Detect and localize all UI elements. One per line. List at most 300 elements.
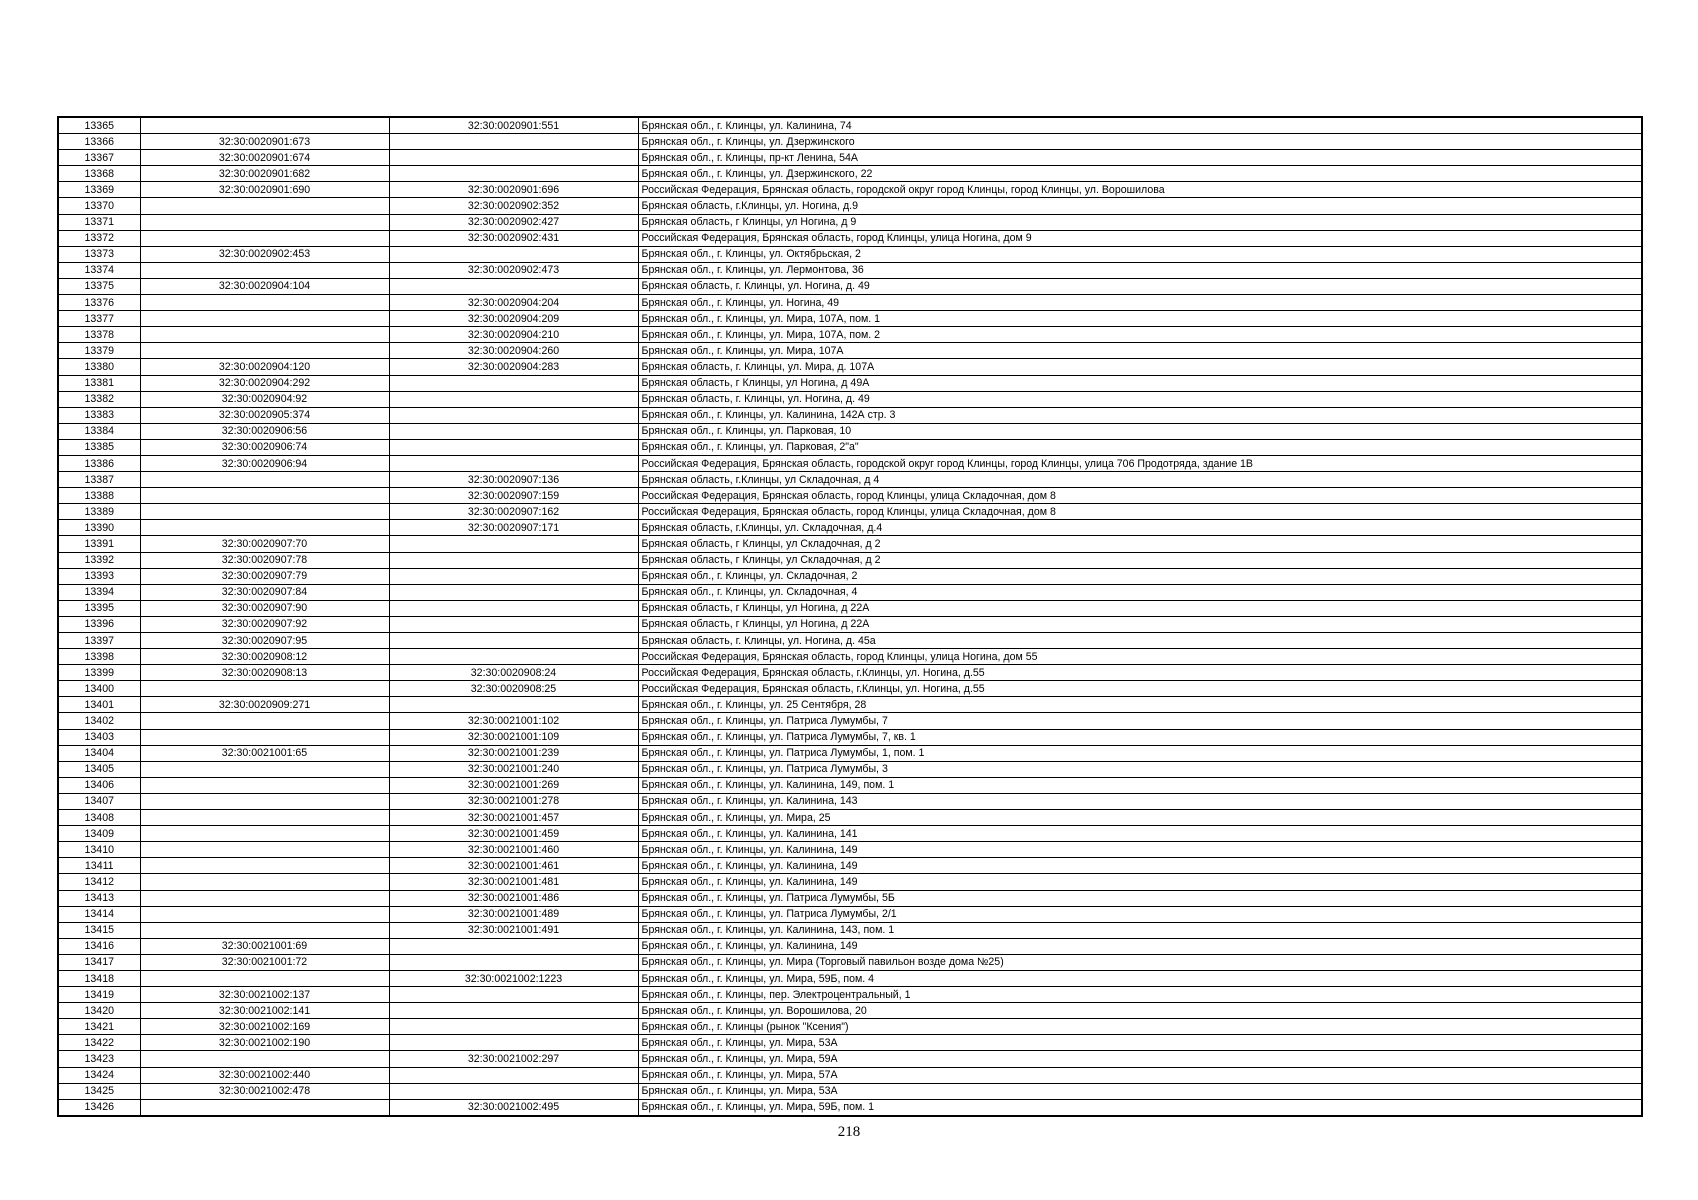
row-number-cell: 13370 (58, 198, 140, 214)
table-row (58, 777, 1642, 793)
table-row (58, 858, 1642, 874)
address-cell: Брянская обл., г. Клинцы, ул. Калинина, 143 (638, 793, 1642, 809)
table-row (58, 874, 1642, 890)
table-row (58, 198, 1642, 214)
address-cell: Российская Федерация, Брянская область, город Клинцы, улица Складочная, дом 8 (638, 504, 1642, 520)
cadastral-number-b-cell: 32:30:0020902:352 (389, 198, 638, 214)
table-row (58, 407, 1642, 423)
table-row (58, 150, 1642, 166)
cadastral-number-b-cell (389, 1083, 638, 1099)
address-cell: Брянская обл., г. Клинцы, ул. Мира, 25 (638, 810, 1642, 826)
cadastral-number-b-cell (389, 1067, 638, 1083)
table-row (58, 278, 1642, 294)
address-cell: Брянская область, г Клинцы, ул Ногина, д 22А (638, 600, 1642, 616)
table-row (58, 504, 1642, 520)
cadastral-number-b-cell: 32:30:0021001:461 (389, 858, 638, 874)
table-row (58, 793, 1642, 809)
table-row (58, 633, 1642, 649)
cadastral-number-a-cell (140, 1099, 389, 1116)
row-number-cell: 13371 (58, 214, 140, 230)
cadastral-number-a-cell: 32:30:0020905:374 (140, 407, 389, 423)
row-number-cell: 13405 (58, 761, 140, 777)
address-cell: Брянская обл., г. Клинцы, ул. Мира, 107А, пом. 1 (638, 311, 1642, 327)
cadastral-number-b-cell (389, 536, 638, 552)
cadastral-number-b-cell (389, 552, 638, 568)
table-row (58, 327, 1642, 343)
cadastral-number-b-cell (389, 246, 638, 262)
table-row (58, 584, 1642, 600)
cadastral-number-a-cell: 32:30:0020907:78 (140, 552, 389, 568)
cadastral-number-a-cell: 32:30:0021001:72 (140, 954, 389, 970)
cadastral-number-b-cell (389, 134, 638, 150)
cadastral-number-a-cell: 32:30:0020901:682 (140, 166, 389, 182)
cadastral-number-a-cell (140, 488, 389, 504)
table-row (58, 520, 1642, 536)
cadastral-number-b-cell: 32:30:0020904:209 (389, 311, 638, 327)
row-number-cell: 13375 (58, 278, 140, 294)
row-number-cell: 13422 (58, 1035, 140, 1051)
table-row (58, 600, 1642, 616)
cadastral-number-b-cell: 32:30:0020907:171 (389, 520, 638, 536)
cadastral-number-b-cell: 32:30:0021002:297 (389, 1051, 638, 1067)
table-row (58, 391, 1642, 407)
cadastral-number-a-cell (140, 970, 389, 986)
cadastral-number-b-cell: 32:30:0020907:159 (389, 488, 638, 504)
table-row (58, 488, 1642, 504)
address-cell: Брянская обл., г. Клинцы, ул. Патриса Лумумбы, 7 (638, 713, 1642, 729)
cadastral-number-b-cell (389, 954, 638, 970)
table-row (58, 262, 1642, 278)
table-row (58, 713, 1642, 729)
cadastral-number-b-cell: 32:30:0021001:240 (389, 761, 638, 777)
cadastral-number-a-cell: 32:30:0021002:137 (140, 987, 389, 1003)
table-row (58, 922, 1642, 938)
cadastral-number-b-cell: 32:30:0020902:473 (389, 262, 638, 278)
address-cell: Брянская обл., г. Клинцы, ул. Мира (Торговый павильон возде дома №25) (638, 954, 1642, 970)
table-row (58, 616, 1642, 632)
cadastral-number-a-cell: 32:30:0020907:92 (140, 616, 389, 632)
address-cell: Брянская обл., г. Клинцы, ул. Калинина, 149 (638, 874, 1642, 890)
table-row (58, 166, 1642, 182)
address-cell: Брянская обл., г. Клинцы, ул. Дзержинского (638, 134, 1642, 150)
row-number-cell: 13366 (58, 134, 140, 150)
cadastral-number-a-cell: 32:30:0020906:74 (140, 439, 389, 455)
cadastral-number-a-cell (140, 295, 389, 311)
table-row (58, 745, 1642, 761)
cadastral-number-a-cell (140, 890, 389, 906)
table-row (58, 423, 1642, 439)
address-cell: Брянская обл., г. Клинцы (рынок "Ксения") (638, 1019, 1642, 1035)
cadastral-number-b-cell (389, 391, 638, 407)
address-cell: Брянская обл., г. Клинцы, ул. 25 Сентября, 28 (638, 697, 1642, 713)
table-row (58, 970, 1642, 986)
cadastral-number-b-cell: 32:30:0021001:489 (389, 906, 638, 922)
cadastral-number-a-cell (140, 874, 389, 890)
row-number-cell: 13381 (58, 375, 140, 391)
row-number-cell: 13424 (58, 1067, 140, 1083)
row-number-cell: 13421 (58, 1019, 140, 1035)
cadastral-number-b-cell: 32:30:0020904:204 (389, 295, 638, 311)
row-number-cell: 13416 (58, 938, 140, 954)
cadastral-number-b-cell (389, 649, 638, 665)
cadastral-number-b-cell: 32:30:0021001:459 (389, 826, 638, 842)
cadastral-number-b-cell (389, 1035, 638, 1051)
cadastral-number-a-cell: 32:30:0021002:169 (140, 1019, 389, 1035)
table-row (58, 906, 1642, 922)
address-cell: Брянская обл., г. Клинцы, ул. Парковая, 10 (638, 423, 1642, 439)
address-cell: Брянская область, г Клинцы, ул Складочная, д 2 (638, 552, 1642, 568)
cadastral-number-a-cell (140, 681, 389, 697)
row-number-cell: 13420 (58, 1003, 140, 1019)
address-cell: Брянская обл., г. Клинцы, ул. Мира, 57А (638, 1067, 1642, 1083)
cadastral-number-b-cell: 32:30:0021001:239 (389, 745, 638, 761)
table-body (58, 117, 1642, 1116)
cadastral-number-b-cell: 32:30:0021001:269 (389, 777, 638, 793)
table-row (58, 214, 1642, 230)
address-cell: Брянская обл., г. Клинцы, ул. Парковая, 2"а" (638, 439, 1642, 455)
cadastral-number-a-cell: 32:30:0020904:120 (140, 359, 389, 375)
cadastral-number-b-cell (389, 584, 638, 600)
address-cell: Брянская обл., г. Клинцы, ул. Мира, 59Б, пом. 1 (638, 1099, 1642, 1116)
row-number-cell: 13384 (58, 423, 140, 439)
address-cell: Брянская обл., г. Клинцы, ул. Калинина, 143, пом. 1 (638, 922, 1642, 938)
cadastral-number-a-cell (140, 777, 389, 793)
cadastral-number-a-cell (140, 311, 389, 327)
row-number-cell: 13402 (58, 713, 140, 729)
table-row (58, 311, 1642, 327)
cadastral-number-b-cell (389, 1019, 638, 1035)
address-cell: Российская Федерация, Брянская область, город Клинцы, улица Ногина, дом 9 (638, 230, 1642, 246)
address-cell: Брянская область, г Клинцы, ул Ногина, д 22А (638, 616, 1642, 632)
table-row (58, 1083, 1642, 1099)
cadastral-number-b-cell (389, 278, 638, 294)
row-number-cell: 13406 (58, 777, 140, 793)
row-number-cell: 13385 (58, 439, 140, 455)
cadastral-number-a-cell (140, 327, 389, 343)
cadastral-number-b-cell (389, 439, 638, 455)
cadastral-number-a-cell (140, 343, 389, 359)
cadastral-number-a-cell: 32:30:0020901:690 (140, 182, 389, 198)
address-cell: Брянская обл., г. Клинцы, ул. Патриса Лумумбы, 3 (638, 761, 1642, 777)
table-row (58, 536, 1642, 552)
cadastral-number-a-cell: 32:30:0020908:13 (140, 665, 389, 681)
address-cell: Брянская обл., г. Клинцы, ул. Калинина, 149, пом. 1 (638, 777, 1642, 793)
cadastral-number-a-cell (140, 117, 389, 134)
table-row (58, 134, 1642, 150)
table-row (58, 826, 1642, 842)
address-cell: Брянская область, г.Клинцы, ул. Складочная, д.4 (638, 520, 1642, 536)
cadastral-number-a-cell (140, 826, 389, 842)
cadastral-number-b-cell (389, 1003, 638, 1019)
row-number-cell: 13376 (58, 295, 140, 311)
address-cell: Брянская обл., г. Клинцы, ул. Мира, 107А, пом. 2 (638, 327, 1642, 343)
table-row (58, 182, 1642, 198)
cadastral-number-b-cell (389, 568, 638, 584)
cadastral-number-b-cell: 32:30:0021001:460 (389, 842, 638, 858)
cadastral-number-b-cell: 32:30:0021002:1223 (389, 970, 638, 986)
address-cell: Брянская обл., г. Клинцы, ул. Калинина, 149 (638, 938, 1642, 954)
cadastral-number-b-cell: 32:30:0020907:136 (389, 472, 638, 488)
table-row (58, 246, 1642, 262)
table-row (58, 1019, 1642, 1035)
address-cell: Брянская область, г.Клинцы, ул Складочная, д 4 (638, 472, 1642, 488)
row-number-cell: 13423 (58, 1051, 140, 1067)
table-row (58, 1067, 1642, 1083)
cadastral-number-a-cell (140, 842, 389, 858)
cadastral-number-a-cell: 32:30:0020904:104 (140, 278, 389, 294)
row-number-cell: 13394 (58, 584, 140, 600)
row-number-cell: 13374 (58, 262, 140, 278)
table-row (58, 810, 1642, 826)
cadastral-number-b-cell (389, 375, 638, 391)
table-row (58, 1099, 1642, 1116)
row-number-cell: 13409 (58, 826, 140, 842)
address-cell: Брянская область, г Клинцы, ул Складочная, д 2 (638, 536, 1642, 552)
row-number-cell: 13415 (58, 922, 140, 938)
address-cell: Брянская обл., г. Клинцы, ул. Калинина, 74 (638, 117, 1642, 134)
cadastral-number-a-cell: 32:30:0020907:70 (140, 536, 389, 552)
row-number-cell: 13369 (58, 182, 140, 198)
cadastral-number-a-cell (140, 262, 389, 278)
cadastral-number-a-cell: 32:30:0020907:90 (140, 600, 389, 616)
cadastral-number-b-cell: 32:30:0021002:495 (389, 1099, 638, 1116)
address-cell: Брянская область, г. Клинцы, ул. Мира, д. 107А (638, 359, 1642, 375)
row-number-cell: 13411 (58, 858, 140, 874)
row-number-cell: 13417 (58, 954, 140, 970)
row-number-cell: 13414 (58, 906, 140, 922)
row-number-cell: 13383 (58, 407, 140, 423)
row-number-cell: 13410 (58, 842, 140, 858)
address-cell: Брянская обл., г. Клинцы, ул. Мира, 59А (638, 1051, 1642, 1067)
table-row (58, 1035, 1642, 1051)
cadastral-number-a-cell: 32:30:0021001:69 (140, 938, 389, 954)
cadastral-number-a-cell (140, 230, 389, 246)
address-cell: Брянская обл., г. Клинцы, ул. Калинина, 149 (638, 842, 1642, 858)
table-row (58, 729, 1642, 745)
cadastral-number-a-cell: 32:30:0020902:453 (140, 246, 389, 262)
cadastral-number-b-cell (389, 987, 638, 1003)
address-cell: Брянская обл., г. Клинцы, ул. Патриса Лумумбы, 5Б (638, 890, 1642, 906)
table-row (58, 343, 1642, 359)
address-cell: Брянская обл., г. Клинцы, ул. Мира, 53А (638, 1083, 1642, 1099)
cadastral-number-a-cell: 32:30:0020904:292 (140, 375, 389, 391)
row-number-cell: 13401 (58, 697, 140, 713)
cadastral-number-a-cell (140, 713, 389, 729)
address-cell: Брянская обл., г. Клинцы, ул. Дзержинского, 22 (638, 166, 1642, 182)
cadastral-number-b-cell (389, 697, 638, 713)
address-cell: Российская Федерация, Брянская область, городской округ город Клинцы, город Клинцы, ул. Ворошилова (638, 182, 1642, 198)
cadastral-number-b-cell (389, 600, 638, 616)
address-cell: Брянская обл., г. Клинцы, ул. Ногина, 49 (638, 295, 1642, 311)
cadastral-number-a-cell: 32:30:0020907:84 (140, 584, 389, 600)
cadastral-number-b-cell (389, 938, 638, 954)
cadastral-number-a-cell (140, 214, 389, 230)
address-cell: Брянская обл., г. Клинцы, пер. Электроцентральный, 1 (638, 987, 1642, 1003)
cadastral-number-a-cell: 32:30:0020901:674 (140, 150, 389, 166)
cadastral-number-b-cell: 32:30:0020904:260 (389, 343, 638, 359)
table-row (58, 472, 1642, 488)
address-cell: Брянская обл., г. Клинцы, ул. Октябрьская, 2 (638, 246, 1642, 262)
cadastral-number-b-cell: 32:30:0021001:278 (389, 793, 638, 809)
address-cell: Брянская обл., г. Клинцы, ул. Ворошилова, 20 (638, 1003, 1642, 1019)
address-cell: Брянская область, г. Клинцы, ул. Ногина, д. 49 (638, 278, 1642, 294)
table-row (58, 1003, 1642, 1019)
row-number-cell: 13398 (58, 649, 140, 665)
cadastral-number-a-cell (140, 1051, 389, 1067)
row-number-cell: 13395 (58, 600, 140, 616)
table-row (58, 890, 1642, 906)
cadastral-number-a-cell: 32:30:0020901:673 (140, 134, 389, 150)
cadastral-number-b-cell (389, 150, 638, 166)
address-cell: Брянская область, г. Клинцы, ул. Ногина, д. 45а (638, 633, 1642, 649)
cadastral-number-b-cell (389, 616, 638, 632)
address-cell: Брянская обл., г. Клинцы, ул. Складочная, 4 (638, 584, 1642, 600)
row-number-cell: 13407 (58, 793, 140, 809)
row-number-cell: 13382 (58, 391, 140, 407)
address-cell: Брянская обл., г. Клинцы, ул. Мира, 59Б, пом. 4 (638, 970, 1642, 986)
address-cell: Брянская область, г Клинцы, ул Ногина, д 49А (638, 375, 1642, 391)
table-row (58, 987, 1642, 1003)
row-number-cell: 13387 (58, 472, 140, 488)
row-number-cell: 13367 (58, 150, 140, 166)
cadastral-number-a-cell: 32:30:0020904:92 (140, 391, 389, 407)
table-row (58, 681, 1642, 697)
row-number-cell: 13419 (58, 987, 140, 1003)
cadastral-number-a-cell (140, 761, 389, 777)
cadastral-number-a-cell: 32:30:0021002:440 (140, 1067, 389, 1083)
row-number-cell: 13393 (58, 568, 140, 584)
address-cell: Брянская обл., г. Клинцы, ул. Складочная, 2 (638, 568, 1642, 584)
cadastral-number-b-cell: 32:30:0021001:457 (389, 810, 638, 826)
row-number-cell: 13397 (58, 633, 140, 649)
cadastral-number-a-cell (140, 793, 389, 809)
cadastral-number-a-cell: 32:30:0021002:478 (140, 1083, 389, 1099)
cadastral-number-a-cell (140, 729, 389, 745)
row-number-cell: 13418 (58, 970, 140, 986)
row-number-cell: 13426 (58, 1099, 140, 1116)
row-number-cell: 13368 (58, 166, 140, 182)
cadastral-number-b-cell: 32:30:0020907:162 (389, 504, 638, 520)
row-number-cell: 13403 (58, 729, 140, 745)
cadastral-number-b-cell: 32:30:0021001:109 (389, 729, 638, 745)
cadastral-number-b-cell: 32:30:0021001:491 (389, 922, 638, 938)
address-cell: Брянская обл., г. Клинцы, пр-кт Ленина, 54А (638, 150, 1642, 166)
address-cell: Российская Федерация, Брянская область, г.Клинцы, ул. Ногина, д.55 (638, 681, 1642, 697)
table-row (58, 439, 1642, 455)
cadastral-number-b-cell: 32:30:0021001:481 (389, 874, 638, 890)
row-number-cell: 13380 (58, 359, 140, 375)
cadastral-number-a-cell (140, 472, 389, 488)
cadastral-number-b-cell (389, 423, 638, 439)
page-number: 218 (837, 1124, 861, 1140)
cadastral-number-b-cell (389, 166, 638, 182)
table-row (58, 697, 1642, 713)
cadastral-number-b-cell: 32:30:0021001:486 (389, 890, 638, 906)
address-cell: Брянская обл., г. Клинцы, ул. Лермонтова, 36 (638, 262, 1642, 278)
address-cell: Брянская обл., г. Клинцы, ул. Патриса Лумумбы, 2/1 (638, 906, 1642, 922)
cadastral-number-b-cell: 32:30:0020902:431 (389, 230, 638, 246)
address-cell: Брянская область, г Клинцы, ул Ногина, д 9 (638, 214, 1642, 230)
row-number-cell: 13400 (58, 681, 140, 697)
table-row (58, 954, 1642, 970)
cadastral-number-a-cell: 32:30:0020907:79 (140, 568, 389, 584)
row-number-cell: 13379 (58, 343, 140, 359)
cadastral-number-a-cell (140, 198, 389, 214)
cadastral-number-b-cell (389, 633, 638, 649)
table-row (58, 295, 1642, 311)
row-number-cell: 13386 (58, 455, 140, 471)
address-cell: Брянская обл., г. Клинцы, ул. Патриса Лумумбы, 7, кв. 1 (638, 729, 1642, 745)
table-row (58, 665, 1642, 681)
row-number-cell: 13404 (58, 745, 140, 761)
row-number-cell: 13389 (58, 504, 140, 520)
cadastral-number-b-cell: 32:30:0020901:696 (389, 182, 638, 198)
row-number-cell: 13413 (58, 890, 140, 906)
table-row (58, 761, 1642, 777)
table-row (58, 938, 1642, 954)
row-number-cell: 13396 (58, 616, 140, 632)
table-row (58, 1051, 1642, 1067)
address-cell: Брянская обл., г. Клинцы, ул. Патриса Лумумбы, 1, пом. 1 (638, 745, 1642, 761)
cadastral-number-b-cell: 32:30:0020908:25 (389, 681, 638, 697)
cadastral-number-a-cell: 32:30:0021002:141 (140, 1003, 389, 1019)
table-row (58, 649, 1642, 665)
cadastral-number-a-cell: 32:30:0020906:94 (140, 455, 389, 471)
address-cell: Российская Федерация, Брянская область, г.Клинцы, ул. Ногина, д.55 (638, 665, 1642, 681)
cadastral-number-b-cell: 32:30:0021001:102 (389, 713, 638, 729)
cadastral-number-a-cell: 32:30:0020908:12 (140, 649, 389, 665)
table-row (58, 117, 1642, 134)
cadastral-number-b-cell: 32:30:0020902:427 (389, 214, 638, 230)
address-cell: Брянская обл., г. Клинцы, ул. Мира, 53А (638, 1035, 1642, 1051)
cadastral-number-a-cell (140, 520, 389, 536)
row-number-cell: 13391 (58, 536, 140, 552)
cadastral-number-b-cell (389, 407, 638, 423)
cadastral-number-a-cell: 32:30:0020906:56 (140, 423, 389, 439)
table-row (58, 375, 1642, 391)
property-registry-table (57, 116, 1643, 1117)
cadastral-number-a-cell (140, 906, 389, 922)
row-number-cell: 13373 (58, 246, 140, 262)
address-cell: Российская Федерация, Брянская область, город Клинцы, улица Складочная, дом 8 (638, 488, 1642, 504)
row-number-cell: 13412 (58, 874, 140, 890)
address-cell: Российская Федерация, Брянская область, городской округ город Клинцы, город Клинцы, улица 706 Продотряда, здание 1В (638, 455, 1642, 471)
table-row (58, 455, 1642, 471)
cadastral-number-b-cell: 32:30:0020904:283 (389, 359, 638, 375)
row-number-cell: 13399 (58, 665, 140, 681)
address-cell: Брянская обл., г. Клинцы, ул. Калинина, 149 (638, 858, 1642, 874)
address-cell: Брянская обл., г. Клинцы, ул. Калинина, 142А стр. 3 (638, 407, 1642, 423)
cadastral-number-a-cell: 32:30:0020909:271 (140, 697, 389, 713)
row-number-cell: 13390 (58, 520, 140, 536)
cadastral-number-a-cell: 32:30:0021002:190 (140, 1035, 389, 1051)
row-number-cell: 13392 (58, 552, 140, 568)
cadastral-number-a-cell: 32:30:0020907:95 (140, 633, 389, 649)
table-row (58, 230, 1642, 246)
cadastral-number-a-cell (140, 810, 389, 826)
cadastral-number-b-cell (389, 455, 638, 471)
address-cell: Брянская обл., г. Клинцы, ул. Мира, 107А (638, 343, 1642, 359)
address-cell: Российская Федерация, Брянская область, город Клинцы, улица Ногина, дом 55 (638, 649, 1642, 665)
row-number-cell: 13378 (58, 327, 140, 343)
cadastral-number-a-cell (140, 858, 389, 874)
row-number-cell: 13408 (58, 810, 140, 826)
address-cell: Брянская область, г.Клинцы, ул. Ногина, д.9 (638, 198, 1642, 214)
table-row (58, 568, 1642, 584)
row-number-cell: 13365 (58, 117, 140, 134)
row-number-cell: 13425 (58, 1083, 140, 1099)
address-cell: Брянская обл., г. Клинцы, ул. Калинина, 141 (638, 826, 1642, 842)
